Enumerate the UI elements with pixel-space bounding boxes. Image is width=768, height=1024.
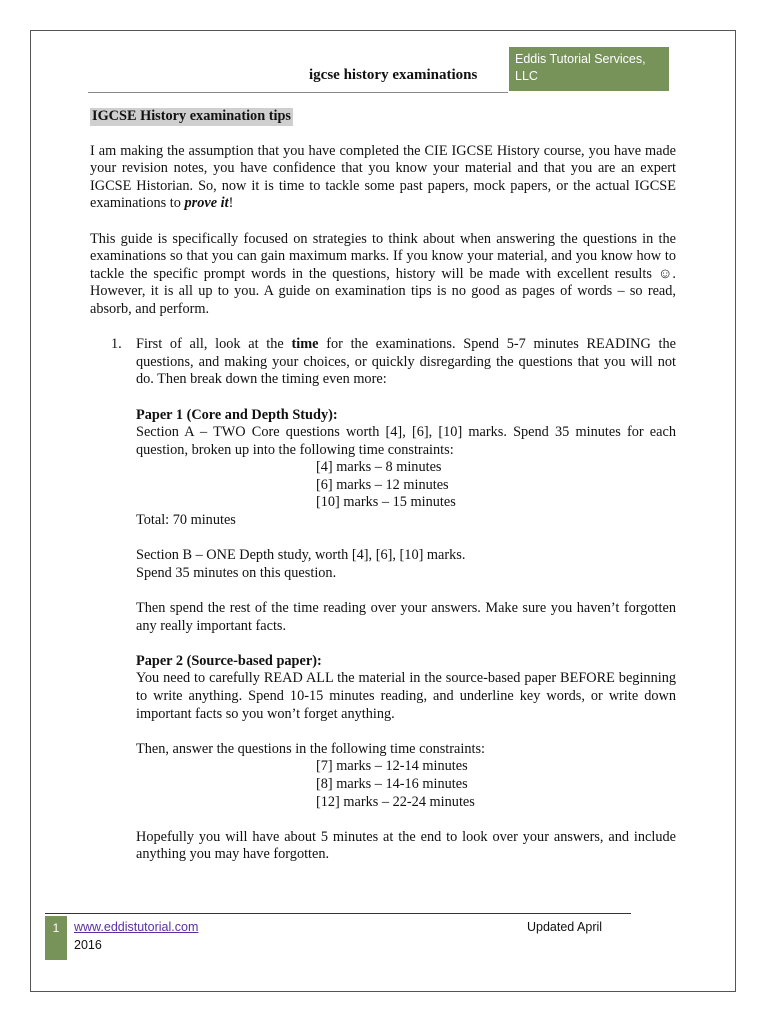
website-link[interactable]: www.eddistutorial.com [74, 920, 199, 934]
footer-rule [45, 913, 631, 914]
time-line: [7] marks – 12-14 minutes [316, 758, 468, 775]
intro-text-end: ! [228, 195, 234, 212]
intro-emphasis: prove it [184, 195, 229, 212]
time-line: [12] marks – 22-24 minutes [316, 793, 475, 810]
document-heading: IGCSE History examination tips [92, 108, 291, 124]
header-rule [88, 92, 508, 93]
paper2-closing: Hopefully you will have about 5 minutes at the end to look over your answers, and include anything you may have forgotten. [136, 828, 676, 863]
paper2-heading: Paper 2 (Source-based paper): [136, 652, 322, 669]
paper2-intro: You need to carefully READ ALL the material in the source-based paper BEFORE beginning to write anything. Spend 10-15 minutes reading, and underline key words, or write down important facts so you won’t forget anything. [136, 670, 676, 722]
document-body [90, 108, 676, 882]
list-item-text [136, 336, 676, 389]
paper1-section-a: Section A – TWO Core questions worth [4], [6], [10] marks. Spend 35 minutes for each question, broken up into the following time constraints: [136, 424, 676, 458]
guide-paragraph: This guide is specifically focused on strategies to think about when answering the questions in the examinations so that you can gain maximum marks. If you know your material, and you know how to tackle the specific prompt words in the questions, history will be made with excellent results ☺. However, it is all up to you. A guide on examination tips is no good as pages of words – so read, absorb, and perform. [90, 230, 676, 317]
item-text-bold: time [291, 336, 319, 353]
time-line: [4] marks – 8 minutes [316, 459, 442, 476]
intro-paragraph [90, 143, 676, 213]
time-line: [10] marks – 15 minutes [316, 494, 456, 511]
list-number: 1. [111, 336, 122, 353]
footer-year: 2016 [74, 938, 102, 952]
paper1-heading: Paper 1 (Core and Depth Study): [136, 406, 338, 423]
header-badge: Eddis Tutorial Services, LLC [509, 47, 669, 91]
paper1-review: Then spend the rest of the time reading over your answers. Make sure you haven’t forgotten any really important facts. [136, 600, 676, 634]
time-line: [8] marks – 14-16 minutes [316, 775, 468, 792]
list-item [90, 336, 676, 864]
page-number: 1 [45, 916, 67, 960]
item-text-a: First of all, look at the [136, 336, 292, 353]
paper1-section-b-time: Spend 35 minutes on this question. [136, 564, 337, 581]
paper1-times [136, 459, 676, 512]
header-title: igcse history examinations [309, 67, 478, 83]
intro-text: I am making the assumption that you have completed the CIE IGCSE History course, you have made your revision notes, you have confidence that you know your material and that you are an expert IGCSE Historian. So, now it is time to tackle some past papers, mock papers, or the actual IGCSE examinations to [90, 142, 676, 212]
paper1-total: Total: 70 minutes [136, 512, 236, 529]
item-text-b: for the examinations. Spend 5-7 minutes READING the questions, and making your choices, or quickly disregarding the questions that you will not do. Then break down the timing even more: [136, 336, 677, 388]
paper2-then: Then, answer the questions in the following time constraints: [136, 740, 486, 757]
time-line: [6] marks – 12 minutes [316, 476, 449, 493]
paper2-times [136, 758, 676, 811]
paper1-section-b: Section B – ONE Depth study, worth [4], [6], [10] marks. [136, 547, 466, 564]
footer-updated: Updated April [527, 920, 603, 934]
